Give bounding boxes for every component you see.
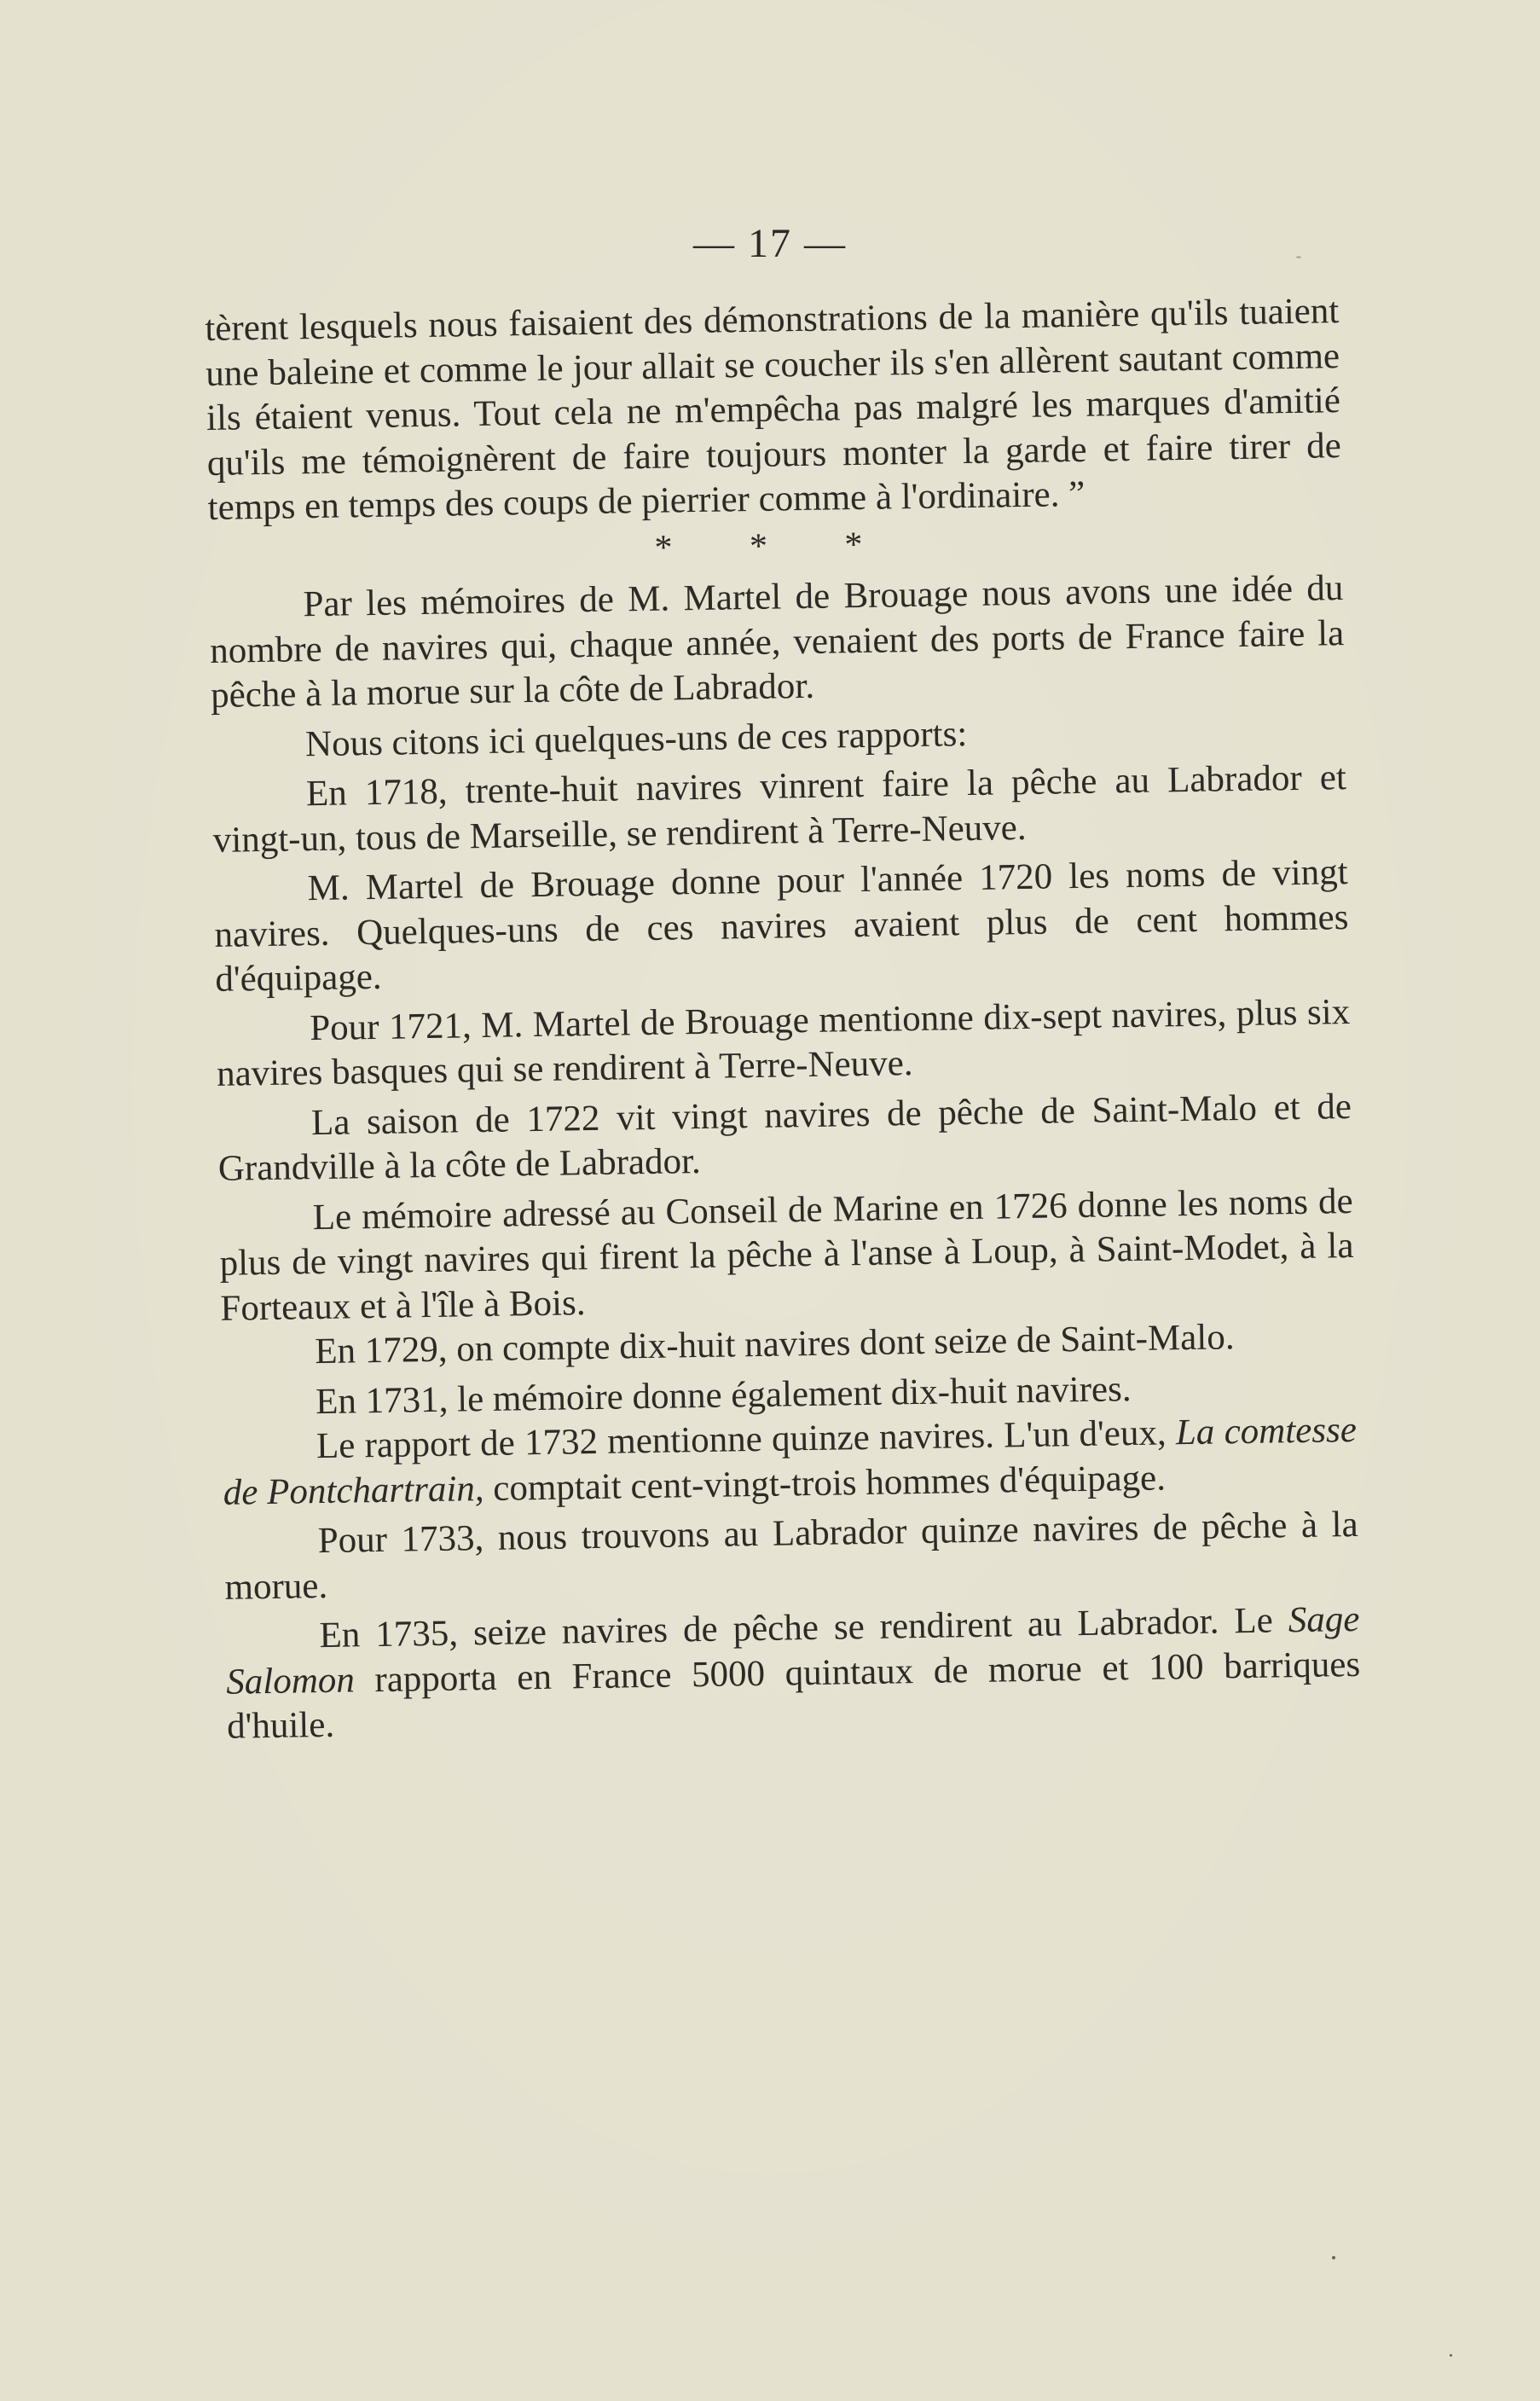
paper-speck	[1296, 256, 1301, 258]
paragraph: M. Martel de Brouage donne pour l'année 1720 les noms de vingt navires. Quelques-uns de ces navires avaient plus de cent hommes d'équipage.	[214, 852, 1349, 1000]
paragraph	[223, 1408, 1358, 1516]
paragraph-text: comptait cent-vingt-trois hommes d'équipage.	[483, 1457, 1167, 1509]
paragraph: Nous citons ici quelques-uns de ces rapports:	[304, 713, 968, 764]
ship-name: La comtesse de Pontchartrain,	[223, 1409, 1358, 1513]
paragraph: En 1731, le mémoire donne également dix-huit navires.	[315, 1368, 1132, 1422]
page-number: — 17 —	[693, 221, 847, 266]
paragraph: Le mémoire adressé au Conseil de Marine en 1726 donne les noms de plus de vingt navires qui firent la pêche à l'anse à Loup, à Saint-Modet, à la Forteaux et à l'île à Bois.	[219, 1180, 1354, 1329]
paragraph-text: En 1735, seize navires de pêche se rendirent au Labrador. Le	[319, 1600, 1289, 1656]
paper-speck	[1450, 2354, 1452, 2357]
paragraph: Par les mémoires de M. Martel de Brouage nous avons une idée du nombre de navires qui, chaque année, venaient des ports de France faire la pêche à la morue sur la côte de Labrador.	[209, 568, 1345, 716]
body-text	[205, 289, 1361, 1749]
paragraph: La saison de 1722 vit vingt navires de pêche de Saint-Malo et de Grandville à la côte de Labrador.	[217, 1086, 1352, 1189]
paragraph: Pour 1721, M. Martel de Brouage mentionne dix-sept navires, plus six navires basques qui se rendirent à Terre-Neuve.	[216, 991, 1351, 1094]
paragraph-text: Le rapport de 1732 mentionne quinze navires. L'un d'eux,	[316, 1412, 1177, 1467]
section-separator: * * *	[654, 524, 897, 568]
paragraph: Pour 1733, nous trouvons au Labrador quinze navires de pêche à la morue.	[224, 1504, 1358, 1608]
paragraph-continuation: tèrent lesquels nous faisaient des démonstrations de la manière qu'ils tuaient une baleine et comme le jour allait se coucher ils s'en allèrent sautant comme ils étaient venus. Tout cela ne m'empêcha pas malgré les marques d'amitié qu'ils me témoignèrent de faire toujours monter la garde et faire tirer de temps en temps des coups de pierrier comme à l'ordinaire. ”	[205, 291, 1342, 528]
ship-name: Sage Salomon	[225, 1598, 1360, 1702]
paper-speck	[1332, 2256, 1335, 2259]
paragraph	[225, 1598, 1361, 1749]
paragraph: En 1729, on compte dix-huit navires dont seize de Saint-Malo.	[314, 1317, 1235, 1372]
paragraph-text: rapporta en France 5000 quintaux de morue et 100 barriques d'huile.	[226, 1644, 1361, 1747]
paragraph: En 1718, trente-huit navires vinrent faire la pêche au Labrador et vingt-un, tous de Marseille, se rendirent à Terre-Neuve.	[212, 757, 1347, 861]
